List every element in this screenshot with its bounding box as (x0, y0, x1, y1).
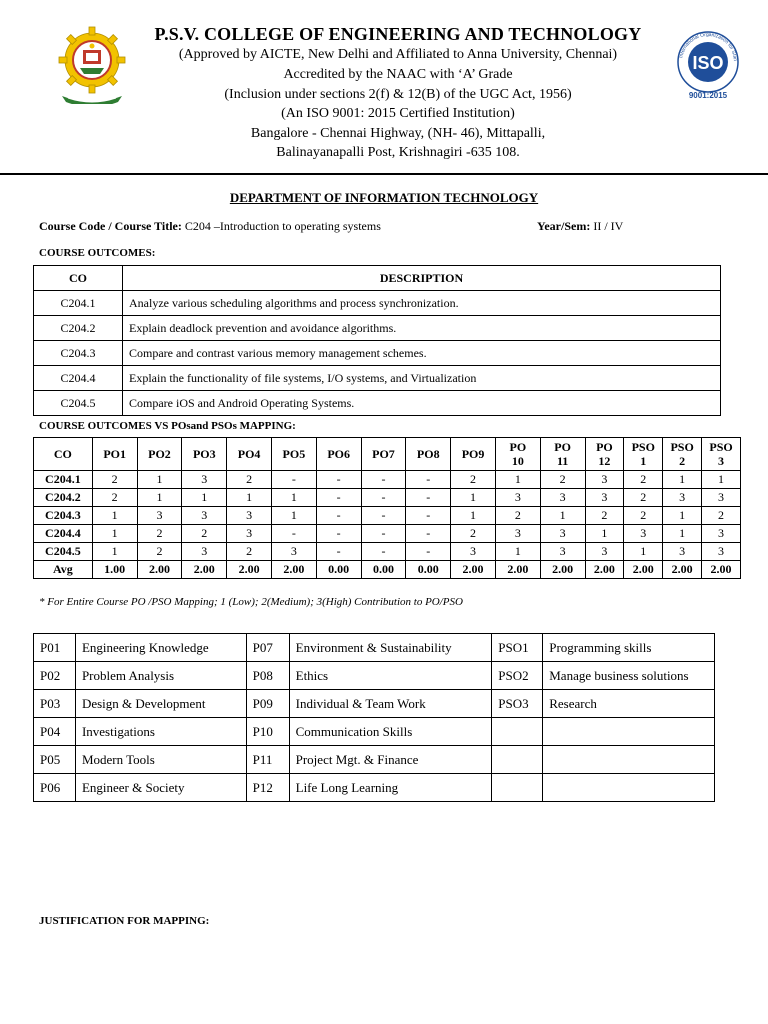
co-description: Analyze various scheduling algorithms and process synchronization. (123, 291, 721, 316)
column-header-part: 10 (511, 454, 524, 468)
mapping-cell: 1 (663, 471, 702, 489)
mapping-cell: 2.00 (624, 561, 663, 579)
mapping-cell: 1 (702, 471, 741, 489)
column-header-part: 2 (679, 454, 686, 468)
mapping-cell: 3 (540, 489, 585, 507)
table-row (34, 507, 741, 525)
column-header-part: PO5 (282, 447, 306, 461)
mapping-cell: 1 (92, 525, 137, 543)
approval-line: (Approved by AICTE, New Delhi and Affiliated to Anna University, Chennai) (178, 47, 618, 62)
table-row (34, 471, 741, 489)
mapping-cell: 3 (585, 543, 624, 561)
table-row (34, 634, 715, 662)
mapping-cell: 3 (495, 489, 540, 507)
mapping-cell: 2.00 (540, 561, 585, 579)
outcome-name: Investigations (75, 718, 246, 746)
column-header-part: PSO (670, 440, 694, 454)
table-row (34, 746, 715, 774)
co-code: C204.1 (34, 291, 123, 316)
table-row (34, 718, 715, 746)
mapping-cell: - (361, 507, 406, 525)
justification-heading: JUSTIFICATION FOR MAPPING: (39, 915, 210, 927)
co-column-header: CO (34, 266, 123, 291)
outcome-code: P08 (246, 662, 289, 690)
mapping-cell: 2.00 (495, 561, 540, 579)
outcome-code: P03 (34, 690, 76, 718)
table-row (34, 690, 715, 718)
mapping-cell: - (316, 525, 361, 543)
mapping-cell: 2 (137, 525, 182, 543)
mapping-cell: 1 (227, 489, 272, 507)
mapping-cell: 1 (663, 507, 702, 525)
mapping-cell: 2 (227, 471, 272, 489)
outcome-name: Life Long Learning (289, 774, 492, 802)
outcome-code (492, 746, 543, 774)
po-pso-legend-table (33, 633, 715, 802)
mapping-cell: 0.00 (316, 561, 361, 579)
co-row-label: C204.2 (34, 489, 93, 507)
mapping-column-header (137, 438, 182, 471)
co-row-label: C204.5 (34, 543, 93, 561)
accreditation-line: Accredited by the NAAC with ‘A’ Grade (283, 67, 513, 82)
mapping-cell: 1 (92, 543, 137, 561)
outcome-code: P06 (34, 774, 76, 802)
mapping-cell: 3 (585, 489, 624, 507)
mapping-cell: 1 (495, 543, 540, 561)
mapping-cell: 1 (271, 489, 316, 507)
mapping-cell: 2.00 (451, 561, 496, 579)
mapping-cell: 2.00 (137, 561, 182, 579)
mapping-cell: 2.00 (702, 561, 741, 579)
letterhead (0, 0, 768, 174)
table-row (34, 543, 741, 561)
mapping-cell: 0.00 (361, 561, 406, 579)
mapping-cell: - (316, 543, 361, 561)
outcome-name: Individual & Team Work (289, 690, 492, 718)
outcome-name: Project Mgt. & Finance (289, 746, 492, 774)
header-divider (0, 173, 768, 175)
mapping-cell: 3 (624, 525, 663, 543)
column-header-part: CO (53, 447, 72, 461)
co-code: C204.4 (34, 366, 123, 391)
outcome-name: Engineer & Society (75, 774, 246, 802)
column-header-part: PO3 (192, 447, 216, 461)
mapping-cell: - (361, 489, 406, 507)
column-header-part: PO4 (237, 447, 261, 461)
mapping-column-header (663, 438, 702, 471)
mapping-cell: 3 (227, 507, 272, 525)
mapping-column-header (451, 438, 496, 471)
mapping-cell: 2.00 (585, 561, 624, 579)
co-row-label: Avg (34, 561, 93, 579)
outcome-name: Research (543, 690, 715, 718)
mapping-cell: - (361, 525, 406, 543)
outcome-name (543, 746, 715, 774)
mapping-cell: 3 (451, 543, 496, 561)
column-header-part: PO6 (327, 447, 350, 461)
co-row-label: C204.4 (34, 525, 93, 543)
mapping-cell: 2 (227, 543, 272, 561)
outcome-name: Manage business solutions (543, 662, 715, 690)
course-code-label: Course Code / Course Title: (39, 219, 182, 233)
mapping-cell: 3 (663, 543, 702, 561)
mapping-cell: - (361, 471, 406, 489)
mapping-cell: 3 (702, 489, 741, 507)
table-row (34, 561, 741, 579)
mapping-cell: 2 (624, 471, 663, 489)
table-row (34, 489, 741, 507)
college-name: P.S.V. COLLEGE OF ENGINEERING AND TECHNOLOGY (154, 24, 642, 44)
mapping-cell: - (406, 471, 451, 489)
mapping-column-header (271, 438, 316, 471)
course-outcomes-table (33, 265, 721, 416)
co-row-label: C204.1 (34, 471, 93, 489)
outcome-name (543, 718, 715, 746)
mapping-cell: 1.00 (92, 561, 137, 579)
mapping-cell: 3 (585, 471, 624, 489)
outcome-code: P02 (34, 662, 76, 690)
mapping-column-header (495, 438, 540, 471)
mapping-cell: - (406, 489, 451, 507)
table-header-row (34, 438, 741, 471)
mapping-cell: 1 (663, 525, 702, 543)
outcome-code: PSO3 (492, 690, 543, 718)
outcome-code: P04 (34, 718, 76, 746)
outcome-code (492, 774, 543, 802)
column-header-part: 12 (598, 454, 611, 468)
mapping-cell: 2 (92, 471, 137, 489)
iso-line: (An ISO 9001: 2015 Certified Institution) (281, 106, 515, 121)
mapping-cell: 3 (540, 543, 585, 561)
outcome-code: P01 (34, 634, 76, 662)
outcome-code: PSO1 (492, 634, 543, 662)
outcome-code: P12 (246, 774, 289, 802)
column-header-part: PSO (631, 440, 655, 454)
mapping-cell: 1 (137, 471, 182, 489)
mapping-cell: 2 (702, 507, 741, 525)
co-code: C204.3 (34, 341, 123, 366)
mapping-heading: COURSE OUTCOMES VS POsand PSOs MAPPING: (39, 420, 296, 432)
column-header-part: 11 (556, 454, 569, 468)
mapping-cell: 2.00 (271, 561, 316, 579)
mapping-cell: 3 (271, 543, 316, 561)
table-row (34, 316, 721, 341)
outcome-code: P09 (246, 690, 289, 718)
mapping-cell: - (361, 543, 406, 561)
mapping-cell: 1 (182, 489, 227, 507)
mapping-cell: 2 (137, 543, 182, 561)
mapping-column-header (361, 438, 406, 471)
mapping-cell: 3 (540, 525, 585, 543)
mapping-cell: 2.00 (663, 561, 702, 579)
mapping-cell: 2 (182, 525, 227, 543)
mapping-cell: - (271, 525, 316, 543)
outcome-code: P10 (246, 718, 289, 746)
outcome-code: PSO2 (492, 662, 543, 690)
table-row (34, 291, 721, 316)
column-header-part: PO1 (103, 447, 127, 461)
column-header-part: PO8 (416, 447, 440, 461)
mapping-column-header (316, 438, 361, 471)
co-code: C204.2 (34, 316, 123, 341)
mapping-cell: 1 (585, 525, 624, 543)
mapping-cell: 3 (702, 525, 741, 543)
column-header-part: PO9 (461, 447, 485, 461)
co-row-label: C204.3 (34, 507, 93, 525)
mapping-column-header (624, 438, 663, 471)
mapping-cell: 3 (137, 507, 182, 525)
iso-ring-text: International Organization for Stan (678, 31, 739, 62)
mapping-cell: - (316, 507, 361, 525)
mapping-cell: 2 (451, 471, 496, 489)
year-sem-label: Year/Sem: (537, 219, 591, 233)
course-code-line (39, 219, 381, 234)
column-header-part: PO7 (372, 447, 395, 461)
mapping-cell: - (406, 507, 451, 525)
mapping-column-header (227, 438, 272, 471)
outcome-code: P11 (246, 746, 289, 774)
column-header-part: PO (596, 440, 613, 454)
column-header-part: PO2 (148, 447, 171, 461)
mapping-cell: 1 (92, 507, 137, 525)
mapping-cell: 2 (540, 471, 585, 489)
column-header-part: 1 (640, 454, 647, 468)
table-row (34, 525, 741, 543)
mapping-cell: - (316, 471, 361, 489)
course-outcomes-heading: COURSE OUTCOMES: (39, 247, 156, 259)
mapping-cell: 1 (137, 489, 182, 507)
outcome-name: Modern Tools (75, 746, 246, 774)
year-sem-line (537, 219, 623, 234)
outcome-name: Engineering Knowledge (75, 634, 246, 662)
mapping-cell: 2.00 (227, 561, 272, 579)
co-description: Compare and contrast various memory management schemes. (123, 341, 721, 366)
address-line-1: Bangalore - Chennai Highway, (NH- 46), Mittapalli, (250, 126, 546, 141)
table-row (34, 366, 721, 391)
column-header-part: PO (554, 440, 571, 454)
year-sem-value: II / IV (593, 219, 624, 233)
mapping-cell: 3 (227, 525, 272, 543)
co-po-mapping-table (33, 437, 741, 579)
mapping-column-header (406, 438, 451, 471)
mapping-column-header (182, 438, 227, 471)
outcome-name: Design & Development (75, 690, 246, 718)
iso-cert-text: 9001:2015 (688, 91, 728, 100)
mapping-cell: 1 (271, 507, 316, 525)
address-line-2: Balinayanapalli Post, Krishnagiri -635 108. (276, 145, 520, 160)
mapping-cell: 2 (624, 507, 663, 525)
co-description: Explain deadlock prevention and avoidance algorithms. (123, 316, 721, 341)
co-description: Explain the functionality of file systems, I/O systems, and Virtualization (123, 366, 721, 391)
co-code: C204.5 (34, 391, 123, 416)
mapping-column-header (34, 438, 93, 471)
outcome-name: Programming skills (543, 634, 715, 662)
mapping-column-header (92, 438, 137, 471)
mapping-cell: 1 (451, 489, 496, 507)
mapping-cell: 0.00 (406, 561, 451, 579)
column-header-part: PSO (709, 440, 733, 454)
mapping-cell: 3 (182, 543, 227, 561)
mapping-cell: - (271, 471, 316, 489)
ugc-line: (Inclusion under sections 2(f) & 12(B) of the UGC Act, 1956) (224, 87, 572, 102)
department-title: DEPARTMENT OF INFORMATION TECHNOLOGY (229, 190, 539, 205)
outcome-code: P05 (34, 746, 76, 774)
mapping-cell: 1 (495, 471, 540, 489)
table-header-row (34, 266, 721, 291)
co-description: Compare iOS and Android Operating Systems. (123, 391, 721, 416)
mapping-column-header (585, 438, 624, 471)
mapping-note: * For Entire Course PO /PSO Mapping; 1 (Low); 2(Medium); 3(High) Contribution to PO/PSO (39, 596, 463, 608)
description-column-header: DESCRIPTION (123, 266, 721, 291)
mapping-cell: 3 (663, 489, 702, 507)
mapping-column-header (702, 438, 741, 471)
course-code-value: C204 –Introduction to operating systems (184, 219, 381, 233)
outcome-name (543, 774, 715, 802)
outcome-name: Communication Skills (289, 718, 492, 746)
mapping-cell: 3 (182, 507, 227, 525)
outcome-name: Problem Analysis (75, 662, 246, 690)
iso-logo-text: ISO (692, 53, 724, 73)
mapping-cell: - (406, 525, 451, 543)
mapping-cell: 1 (451, 507, 496, 525)
mapping-cell: - (406, 543, 451, 561)
table-row (34, 774, 715, 802)
mapping-cell: 2.00 (182, 561, 227, 579)
outcome-name: Ethics (289, 662, 492, 690)
mapping-cell: 1 (540, 507, 585, 525)
column-header-part: 3 (718, 454, 725, 468)
outcome-code (492, 718, 543, 746)
mapping-cell: 2 (495, 507, 540, 525)
table-row (34, 341, 721, 366)
outcome-code: P07 (246, 634, 289, 662)
table-row (34, 662, 715, 690)
mapping-cell: 2 (92, 489, 137, 507)
column-header-part: PO (509, 440, 527, 454)
mapping-cell: 3 (495, 525, 540, 543)
mapping-cell: 2 (624, 489, 663, 507)
table-row (34, 391, 721, 416)
mapping-cell: - (316, 489, 361, 507)
mapping-cell: 1 (624, 543, 663, 561)
college-logo-icon (52, 24, 132, 104)
mapping-cell: 2 (451, 525, 496, 543)
mapping-cell: 3 (182, 471, 227, 489)
iso-certification-logo-icon (670, 26, 746, 102)
outcome-name: Environment & Sustainability (289, 634, 492, 662)
mapping-column-header (540, 438, 585, 471)
mapping-cell: 2 (585, 507, 624, 525)
mapping-cell: 3 (702, 543, 741, 561)
